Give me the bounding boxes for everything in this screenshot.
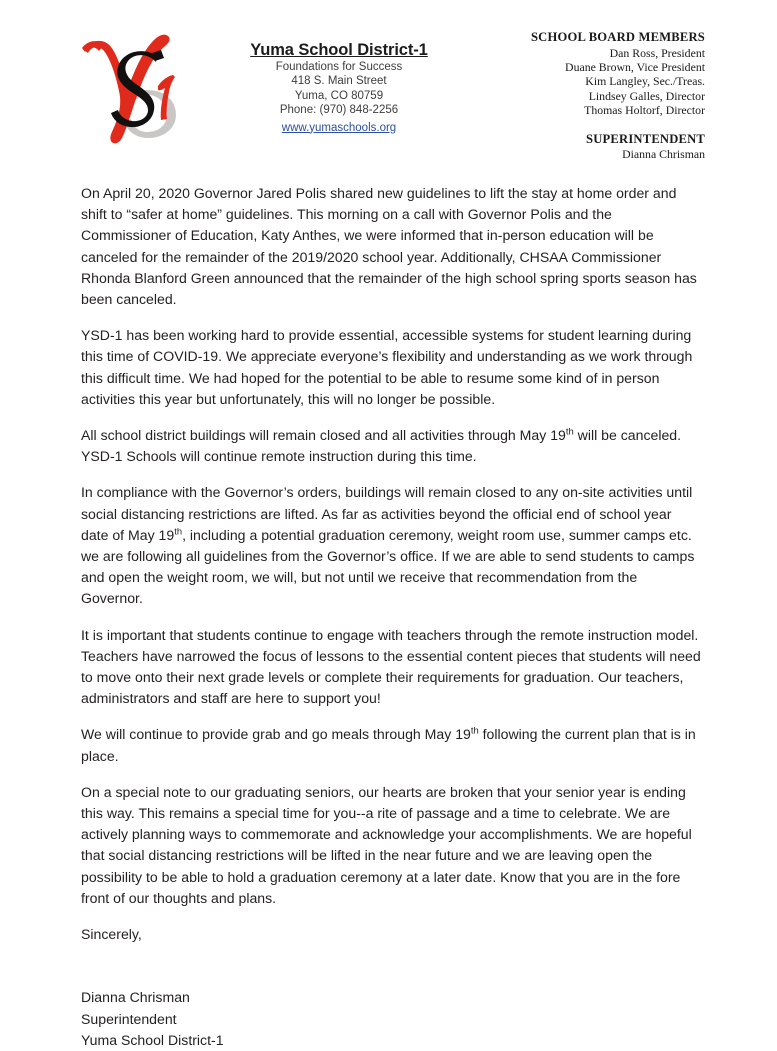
letter-paragraph: On April 20, 2020 Governor Jared Polis shared new guidelines to lift the stay at home order and shift to “safer at home” guidelines. This morning on a call with Governor Polis and the Commissioner of Education, Katy Anthes, we were informed that in-person education will be canceled for the remainder of the 2019/2020 school year. Additionally, CHSAA Commissioner Rhonda Blanford Green announced that the remainder of the high school spring sports season has been canceled.	[81, 185, 697, 308]
board-member: Duane Brown, Vice President	[565, 59, 705, 74]
board-member: Kim Langley, Sec./Treas.	[585, 74, 705, 89]
logo-artwork	[78, 20, 198, 145]
signature-organization: Yuma School District-1	[81, 1031, 224, 1048]
superintendent-name: Dianna Chrisman	[622, 147, 705, 162]
letter-body	[81, 183, 701, 1051]
board-member: Dan Ross, President	[609, 45, 705, 60]
ysd1-monogram-logo	[78, 20, 198, 145]
signature-title: Superintendent	[81, 1010, 177, 1027]
letter-paragraph: YSD-1 has been working hard to provide essential, accessible systems for student learning during this time of COVID-19. We appreciate everyone’s flexibility and understanding as we work through this difficult time. We had hoped for the potential to be able to resume some kind of in person activities this year but unfortunately, this will no longer be possible.	[81, 327, 693, 407]
superintendent-heading: SUPERINTENDENT	[586, 131, 705, 146]
district-info-block	[228, 40, 450, 136]
school-board-block	[531, 30, 705, 161]
letter-paragraph: All school district buildings will remain closed and all activities through May 19th will be canceled. YSD-1 Schools will continue remote instruction during this time.	[81, 425, 682, 465]
ordinal-suffix: th	[174, 525, 183, 537]
board-member: Lindsey Galles, Director	[588, 88, 705, 103]
logo-letter-y	[82, 35, 170, 144]
letter-paragraph: It is important that students continue to engage with teachers through the remote instruction model. Teachers have narrowed the focus of lessons to the essential content pieces that students will need to move onto their next grade levels or complete their requirements for graduation. Our teachers, administrators and staff are here to support you!	[81, 626, 701, 707]
district-phone: Phone: (970) 848-2256	[279, 104, 399, 117]
board-heading: SCHOOL BOARD MEMBERS	[530, 30, 705, 44]
letter-paragraph: On a special note to our graduating seniors, our hearts are broken that your senior year is ending this way. This remains a special time for you--a rite of passage and a time to celebrate. We are actively planning ways to commemorate and acknowledge your accomplishments. We are hopeful that social distancing restrictions will be lifted in the near future and we are leaving open the possibility to be able to hold a graduation ceremony at a later date. Know that you are in the fore front of our thoughts and plans.	[81, 783, 692, 906]
district-street: 418 S. Main Street	[291, 75, 387, 88]
ordinal-suffix: th	[470, 724, 479, 736]
board-member: Thomas Holtorf, Director	[584, 103, 705, 118]
district-website-link[interactable]: www.yumaschools.org	[281, 121, 397, 134]
ordinal-suffix: th	[565, 425, 574, 437]
letterhead	[0, 0, 777, 165]
signature-block	[81, 987, 701, 1051]
district-name: Yuma School District-1	[250, 41, 428, 59]
letter-paragraphs	[81, 183, 701, 909]
letter-paragraph: In compliance with the Governor’s orders, buildings will remain closed to any on-site activities until social distancing restrictions are lifted. As far as activities beyond the official end of school year date of May 19th, including a potential graduation ceremony, weight room use, summer camps etc. we are following all guidelines from the Governor’s office. If we are able to send students to camps and open the weight room, we will, but not until we receive that recommendation from the Governor.	[81, 484, 695, 607]
letter-closing: Sincerely,	[81, 926, 142, 943]
signature-name: Dianna Chrisman	[81, 989, 190, 1006]
letter-paragraph: We will continue to provide grab and go meals through May 19th following the current plan that is in place.	[81, 724, 696, 764]
district-city-state-zip: Yuma, CO 80759	[294, 89, 384, 102]
district-tagline: Foundations for Success	[275, 61, 403, 73]
